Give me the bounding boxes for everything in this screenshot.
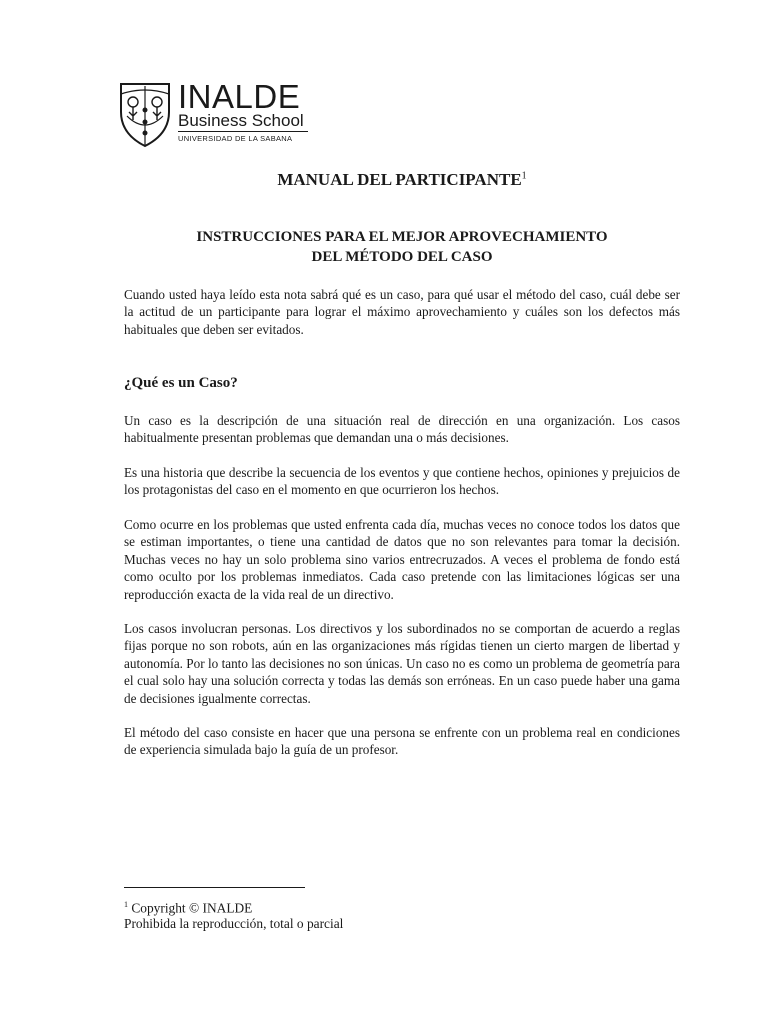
logo-university: UNIVERSIDAD DE LA SABANA	[178, 134, 293, 143]
logo-brand: INALDE	[178, 78, 301, 115]
crest-icon	[118, 76, 172, 148]
document-subtitle	[124, 227, 680, 267]
paragraph-4: Los casos involucran personas. Los directivos y los subordinados no se comportan de acuerdo a reglas fijas porque no son robots, aún en las organizaciones más rígidas tienen un cierto margen de libertad y autonomía. Por lo tanto las decisiones no son únicas. Un caso no es como un problema de geometría para el cual solo hay una solución correcta y todas las demás son erróneas. En un caso puede haber una gama de decisiones igualmente correctas.	[124, 621, 680, 706]
section-heading: ¿Qué es un Caso?	[124, 375, 238, 391]
footnote-copyright: Copyright © INALDE	[128, 900, 253, 916]
document-title-text: MANUAL DEL PARTICIPANTE	[277, 170, 522, 189]
paragraph-1: Un caso es la descripción de una situación real de dirección en una organización. Los casos habitualmente presentan problemas que demandan una o más decisiones.	[124, 413, 680, 446]
paragraph-2: Es una historia que describe la secuencia de los eventos y que contiene hechos, opiniones y prejuicios de los protagonistas del caso en el momento en que ocurrieron los hechos.	[124, 465, 680, 498]
intro-paragraph: Cuando usted haya leído esta nota sabrá qué es un caso, para qué usar el método del caso, cuál debe ser la actitud de un participante para lograr el máximo aprovechamiento y cuáles son los defectos más habituales que deben ser evitados.	[124, 287, 680, 337]
inalde-logo	[118, 76, 318, 148]
footnote-line-2: Prohibida la reproducción, total o parcial	[124, 916, 344, 931]
paragraph-3: Como ocurre en los problemas que usted enfrenta cada día, muchas veces no conoce todos los datos que se estiman importantes, o tiene una cantidad de datos que no son relevantes para tomar la decisión. Muchas veces no hay un solo problema sino varios entrecruzados. A veces el problema de fondo está como oculto por los problemas inmediatos. Cada caso pretende con las limitaciones lógicas ser una reproducción exacta de la vida real de un directivo.	[124, 517, 680, 602]
paragraph-5: El método del caso consiste en hacer que una persona se enfrente con un problema real en condiciones de experiencia simulada bajo la guía de un profesor.	[124, 725, 680, 758]
footnote-divider	[124, 887, 305, 888]
logo-subtitle: Business School	[178, 111, 304, 130]
subtitle-line-1: INSTRUCCIONES PARA EL MEJOR APROVECHAMIENTO	[196, 229, 608, 245]
document-title	[124, 170, 680, 190]
subtitle-line-2: DEL MÉTODO DEL CASO	[311, 249, 493, 265]
logo-divider	[178, 131, 308, 132]
title-footnote-mark: 1	[521, 170, 527, 182]
footnote-mark: 1	[124, 900, 128, 909]
